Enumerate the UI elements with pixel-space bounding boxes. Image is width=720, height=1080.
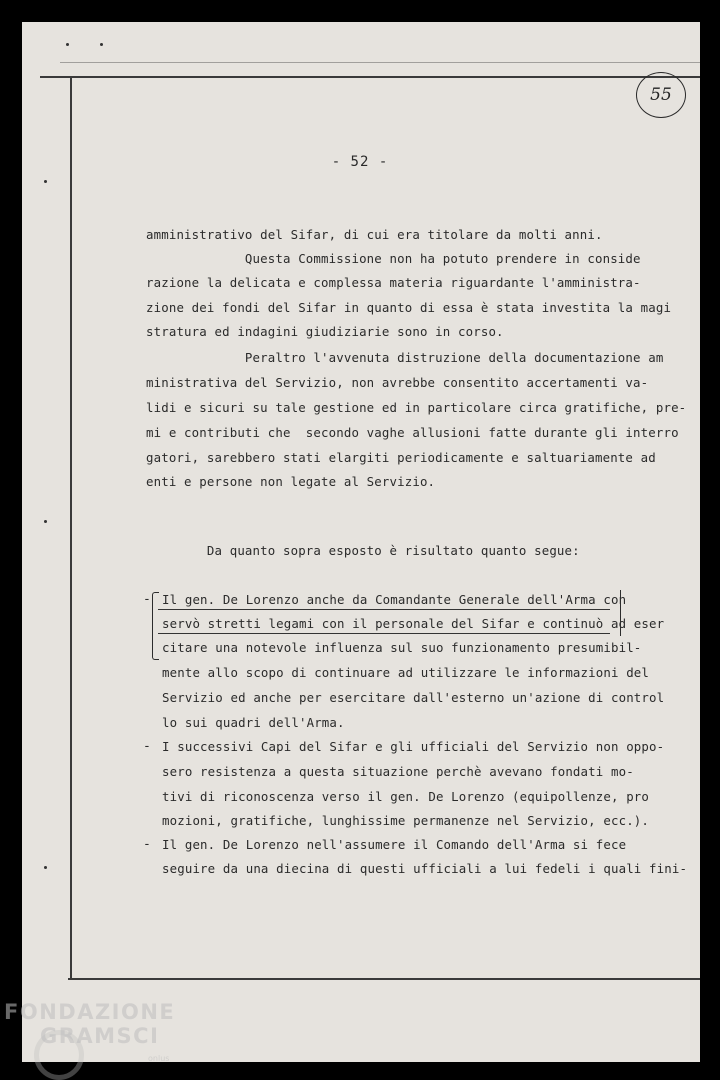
bottom-rule [68,978,700,980]
bullet-line: servò stretti legami con il personale del Sifar e continuò ad eser [162,616,665,631]
text-line: ministrativa del Servizio, non avrebbe consentito accertamenti va- [146,375,649,390]
punch-mark [66,43,69,46]
bullet-line: seguire da una diecina di questi ufficiali a lui fedeli i quali fini- [162,861,688,876]
top-rule-faint [60,62,700,63]
bullet-line: citare una notevole influenza sul suo funzionamento presumibil- [162,640,642,655]
text-line: Da quanto sopra esposto è risultato quanto segue: [146,543,580,558]
bullet-marker: - [143,739,151,754]
text-line: Questa Commissione non ha potuto prendere in conside [146,251,641,266]
bullet-marker: - [143,837,151,852]
text-line: enti e persone non legate al Servizio. [146,474,436,489]
margin-mark [44,520,47,523]
text-line: amministrativo del Sifar, di cui era titolare da molti anni. [146,227,603,242]
page-stamp-number: 55 [636,72,686,118]
bullet-line: tivi di riconoscenza verso il gen. De Lorenzo (equipollenze, pro [162,789,650,804]
bullet-line: mente allo scopo di continuare ad utilizzare le informazioni del [162,665,650,680]
bullet-line: Servizio ed anche per esercitare dall'esterno un'azione di control [162,690,665,705]
margin-mark [44,180,47,183]
bullet-line: Il gen. De Lorenzo nell'assumere il Comando dell'Arma si fece [162,837,627,852]
page-number: - 52 - [331,154,389,170]
text-line: stratura ed indagini giudiziarie sono in corso. [146,324,504,339]
top-rule [40,76,700,78]
handwritten-bracket-right [614,590,621,636]
document-page [22,22,700,1062]
bullet-marker: - [143,592,151,607]
watermark [4,1000,175,1048]
bullet-line: I successivi Capi del Sifar e gli ufficiali del Servizio non oppo- [162,739,665,754]
text-line: lidi e sicuri su tale gestione ed in particolare circa gratifiche, pre- [146,400,687,415]
bullet-line: sero resistenza a questa situazione perchè avevano fondati mo- [162,764,634,779]
text-line: razione la delicata e complessa materia riguardante l'amministra- [146,275,641,290]
left-margin-rule [70,78,72,978]
handwritten-bracket-left [152,592,159,660]
bullet-line: mozioni, gratifiche, lunghissime permanenze nel Servizio, ecc.). [162,813,650,828]
bullet-line: Il gen. De Lorenzo anche da Comandante Generale dell'Arma con [162,592,627,607]
bullet-line: lo sui quadri dell'Arma. [162,715,345,730]
text-line: Peraltro l'avvenuta distruzione della documentazione am [146,350,664,365]
handwritten-underline [158,609,610,610]
text-line: gatori, sarebbero stati elargiti periodicamente e saltuariamente ad [146,450,656,465]
watermark-line1: FONDAZIONE [4,1000,176,1024]
watermark-line2: GRAMSCI [40,1024,160,1048]
text-line: mi e contributi che secondo vaghe allusioni fatte durante gli interro [146,425,679,440]
handwritten-underline [158,633,610,634]
punch-mark [100,43,103,46]
margin-mark [44,866,47,869]
text-line: zione dei fondi del Sifar in quanto di essa è stata investita la magi [146,300,672,315]
watermark-suffix: onlus [148,1054,170,1063]
